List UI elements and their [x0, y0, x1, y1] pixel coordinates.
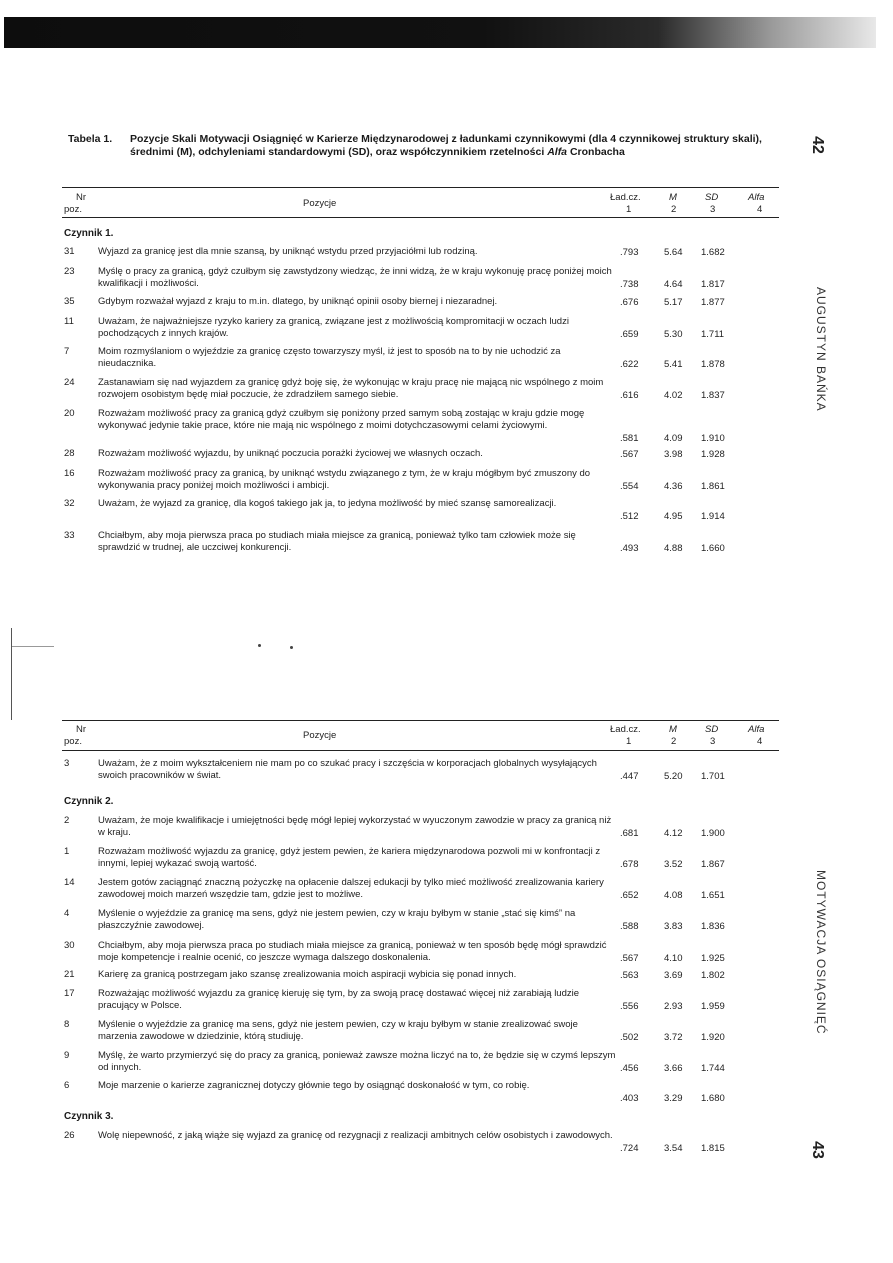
- item-number: 24: [64, 377, 75, 388]
- item-number: 20: [64, 408, 75, 419]
- item-number: 8: [64, 1019, 70, 1030]
- sd-value: 1.861: [701, 480, 725, 492]
- loading-value: .512: [620, 510, 639, 522]
- header-alfa-num: 4: [757, 736, 763, 747]
- mean-value: 4.09: [664, 432, 683, 444]
- sd-value: 1.928: [701, 448, 725, 460]
- item-text: Myślę, że warto przymierzyć się do pracy za granicą, ponieważ zawsze można liczyć na to, że będzie się w czymś lepszym od innych.: [98, 1050, 616, 1073]
- loading-value: .556: [620, 1000, 639, 1012]
- table-row: [64, 908, 779, 932]
- item-text: Rozważam możliwość pracy za granicą gdyż czułbym się poniżony przed samym sobą zostając w kraju gdzie mogę wykonywać jedynie takie prace, które nie mają nic wspólnego z moimi dotychczasowymi celami życiowymi.: [98, 408, 585, 431]
- sd-value: 1.959: [701, 1000, 725, 1012]
- loading-value: .563: [620, 969, 639, 981]
- header-pozycje: Pozycje: [303, 198, 337, 209]
- item-text: Rozważając możliwość wyjazdu za granicę kieruję się tym, by za swoją pracę dostawać więcej niż zarabiają ludzie pracujący w Polsce.: [98, 988, 580, 1011]
- mean-value: 5.20: [664, 770, 683, 782]
- item-text: Chciałbym, aby moja pierwsza praca po studiach miała miejsce za granicą, ponieważ w ten sposób będę mógł sprawdzić moje kompetencje i realnie ocenić, co jeszcze wymaga dalszego doskonalenia.: [98, 940, 607, 963]
- factor-2-heading: Czynnik 2.: [64, 796, 114, 807]
- scan-edge-mark: [11, 628, 12, 720]
- item-text: Chciałbym, aby moja pierwsza praca po studiach miała miejsce za granicą, ponieważ tylko tam człowiek może się sprawdzić w trudnej, ale uczciwej konkurencji.: [98, 530, 576, 553]
- item-text: Wolę niepewność, z jaką wiąże się wyjazd za granicę od rezygnacji z realizacji ambitnych celów osobistych i zawodowych.: [98, 1130, 613, 1141]
- table-row: [64, 346, 779, 370]
- item-text: Uważam, że najważniejsze ryzyko kariery za granicą, związane jest z możliwością kompromitacji w oczach ludzi pochodzących z innych krajów.: [98, 316, 569, 339]
- item-text: Jestem gotów zaciągnąć znaczną pożyczkę na opłacenie dalszej edukacji by tylko mieć możliwość zrealizowania kariery zawodowej moich marzeń wszędzie tam, gdzie jest to możliwe.: [98, 877, 604, 900]
- sd-value: 1.680: [701, 1092, 725, 1104]
- mean-value: 4.02: [664, 389, 683, 401]
- item-text: Uważam, że wyjazd za granicę, dla kogoś takiego jak ja, to jedyna możliwość by mieć szansę samorealizacji.: [98, 498, 557, 509]
- loading-value: .447: [620, 770, 639, 782]
- item-text: Rozważam możliwość wyjazdu, by uniknąć poczucia porażki życiowej we własnych oczach.: [98, 448, 483, 459]
- loading-value: .738: [620, 278, 639, 290]
- loading-value: .652: [620, 889, 639, 901]
- item-number: 11: [64, 316, 74, 327]
- item-number: 9: [64, 1050, 70, 1061]
- header-sd-num: 3: [710, 736, 716, 747]
- loading-value: .681: [620, 827, 639, 839]
- item-text: Uważam, że z moim wykształceniem nie mam po co szukać pracy i szczęścia w korporacjach globalnych wysyłających swoich pracowników w świat.: [98, 758, 597, 781]
- table-row: [64, 815, 779, 839]
- item-text: Rozważam możliwość pracy za granicą, by uniknąć wstydu związanego z tym, że w kraju mógłbym być zmuszony do wykonywania pracy poniżej moich możliwości i ambicji.: [98, 468, 591, 491]
- table-row: [64, 448, 779, 460]
- item-text: Moje marzenie o karierze zagranicznej dotyczy głównie tego by osiągnąć doskonałość w tym, co robię.: [98, 1080, 530, 1091]
- table-rule: [62, 217, 779, 218]
- scan-edge-mark: [12, 646, 54, 647]
- table-row: [64, 266, 779, 290]
- item-number: 31: [64, 246, 75, 257]
- loading-value: .493: [620, 542, 639, 554]
- table-row: [64, 1080, 779, 1104]
- mean-value: 4.08: [664, 889, 683, 901]
- header-m-num: 2: [671, 204, 677, 215]
- item-number: 23: [64, 266, 75, 277]
- table-row: [64, 988, 779, 1012]
- table-row: [64, 246, 779, 258]
- loading-value: .403: [620, 1092, 639, 1104]
- header-lad: Ład.cz.: [610, 192, 641, 203]
- loading-value: .659: [620, 328, 639, 340]
- table-row: [64, 877, 779, 901]
- item-number: 33: [64, 530, 75, 541]
- factor-1-heading: Czynnik 1.: [64, 228, 114, 239]
- table-row: [64, 530, 779, 554]
- sd-value: 1.660: [701, 542, 725, 554]
- mean-value: 5.41: [664, 358, 683, 370]
- table-row: [64, 940, 779, 964]
- item-number: 30: [64, 940, 75, 951]
- factor-3-heading: Czynnik 3.: [64, 1111, 114, 1122]
- item-number: 35: [64, 296, 75, 307]
- header-lad: Ład.cz.: [610, 724, 641, 735]
- header-m: M: [669, 724, 677, 735]
- loading-value: .724: [620, 1142, 639, 1154]
- sd-value: 1.877: [701, 296, 725, 308]
- header-alfa: Alfa: [748, 192, 765, 203]
- loading-value: .676: [620, 296, 639, 308]
- mean-value: 3.54: [664, 1142, 683, 1154]
- item-text: Myślenie o wyjeździe za granicę ma sens, gdyż nie jestem pewien, czy w kraju byłbym w stanie zrealizować swoje marzenia zawodowe w dziedzinie, którą studiuję.: [98, 1019, 578, 1042]
- mean-value: 3.52: [664, 858, 683, 870]
- item-text: Moim rozmyślaniom o wyjeździe za granicę często towarzyszy myśl, iż jest to sposób na to by nie uchodzić za nieudacznika.: [98, 346, 561, 369]
- item-number: 17: [64, 988, 75, 999]
- sd-value: 1.914: [701, 510, 725, 522]
- sd-value: 1.744: [701, 1062, 725, 1074]
- header-alfa-num: 4: [757, 204, 763, 215]
- item-number: 28: [64, 448, 75, 459]
- caption-text: Pozycje Skali Motywacji Osiągnięć w Karierze Międzynarodowej z ładunkami czynnikowymi (dla 4 czynnikowej struktury skali), średnimi (M), odchyleniami standardowymi (SD), oraz współczynnikiem rzetelności Alfa Cronbacha: [130, 133, 762, 158]
- mean-value: 4.88: [664, 542, 683, 554]
- caption-label: Tabela 1.: [68, 133, 113, 145]
- header-m-num: 2: [671, 736, 677, 747]
- mean-value: 4.12: [664, 827, 683, 839]
- mean-value: 2.93: [664, 1000, 683, 1012]
- table-row: [64, 316, 779, 340]
- item-text: Myślę o pracy za granicą, gdyż czułbym się zawstydzony wiedząc, że inni widzą, że w kraju wykonuję pracę poniżej moich kwalifikacji i możliwości.: [98, 266, 612, 289]
- item-text: Wyjazd za granicę jest dla mnie szansą, by uniknąć wstydu przed przyjaciółmi lub rodziną.: [98, 246, 478, 257]
- sd-value: 1.910: [701, 432, 725, 444]
- mean-value: 5.17: [664, 296, 683, 308]
- sd-value: 1.682: [701, 246, 725, 258]
- table-row: [64, 1019, 779, 1043]
- scan-speck: [258, 644, 261, 647]
- header-m: M: [669, 192, 677, 203]
- scan-top-bar: [4, 17, 876, 48]
- item-number: 1: [64, 846, 70, 857]
- item-number: 26: [64, 1130, 75, 1141]
- mean-value: 3.29: [664, 1092, 683, 1104]
- item-number: 32: [64, 498, 75, 509]
- header-poz: poz.: [64, 736, 82, 747]
- sd-value: 1.815: [701, 1142, 725, 1154]
- loading-value: .581: [620, 432, 639, 444]
- table-row: [64, 468, 779, 492]
- item-text: Zastanawiam się nad wyjazdem za granicę gdyż boję się, że wykonując w kraju pracę nie mającą nic wspólnego z moim rozwojem osobistym będę miał poczucie, że zdradziłem samego siebie.: [98, 377, 604, 400]
- table-row: [64, 408, 779, 444]
- sd-value: 1.900: [701, 827, 725, 839]
- table-rule: [62, 750, 779, 751]
- sd-value: 1.837: [701, 389, 725, 401]
- running-head-title: MOTYWACJA OSIĄGNIĘĆ: [814, 870, 828, 1035]
- page-number-top: 42: [808, 136, 826, 154]
- mean-value: 3.98: [664, 448, 683, 460]
- header-sd-num: 3: [710, 204, 716, 215]
- header-lad-num: 1: [626, 736, 632, 747]
- item-number: 21: [64, 969, 75, 980]
- header-pozycje: Pozycje: [303, 730, 337, 741]
- sd-value: 1.867: [701, 858, 725, 870]
- table-row: [64, 758, 779, 782]
- loading-value: .567: [620, 448, 639, 460]
- header-alfa: Alfa: [748, 724, 765, 735]
- header-lad-num: 1: [626, 204, 632, 215]
- mean-value: 4.95: [664, 510, 683, 522]
- mean-value: 4.36: [664, 480, 683, 492]
- item-number: 16: [64, 468, 75, 479]
- loading-value: .554: [620, 480, 639, 492]
- item-number: 4: [64, 908, 70, 919]
- table-row: [64, 846, 779, 870]
- mean-value: 3.66: [664, 1062, 683, 1074]
- header-sd: SD: [705, 724, 719, 735]
- header-poz: poz.: [64, 204, 82, 215]
- scan-speck: [290, 646, 293, 649]
- loading-value: .622: [620, 358, 639, 370]
- header-nr: Nr: [76, 192, 87, 203]
- mean-value: 5.64: [664, 246, 683, 258]
- table-row: [64, 1130, 779, 1154]
- item-number: 6: [64, 1080, 70, 1091]
- item-text: Karierę za granicą postrzegam jako szansę zrealizowania moich aspiracji wybicia się ponad innych.: [98, 969, 517, 980]
- loading-value: .567: [620, 952, 639, 964]
- loading-value: .616: [620, 389, 639, 401]
- loading-value: .793: [620, 246, 639, 258]
- header-nr: Nr: [76, 724, 87, 735]
- table-rule: [62, 720, 779, 721]
- mean-value: 3.83: [664, 920, 683, 932]
- sd-value: 1.920: [701, 1031, 725, 1043]
- table-row: [64, 969, 779, 981]
- sd-value: 1.925: [701, 952, 725, 964]
- page-number-bottom: 43: [808, 1141, 826, 1159]
- sd-value: 1.701: [701, 770, 725, 782]
- table-row: [64, 1050, 779, 1074]
- table-row: [64, 296, 779, 308]
- item-text: Myślenie o wyjeździe za granicę ma sens, gdyż nie jestem pewien, czy w kraju byłbym w stanie „stać się kimś” na płaszczyźnie zawodowej.: [98, 908, 576, 931]
- item-number: 2: [64, 815, 70, 826]
- mean-value: 3.69: [664, 969, 683, 981]
- mean-value: 4.64: [664, 278, 683, 290]
- loading-value: .456: [620, 1062, 639, 1074]
- sd-value: 1.711: [701, 328, 725, 340]
- running-head-author: AUGUSTYN BAŃKA: [814, 287, 828, 412]
- loading-value: .678: [620, 858, 639, 870]
- sd-value: 1.878: [701, 358, 725, 370]
- table-caption: [68, 133, 778, 159]
- table-row: [64, 498, 779, 522]
- mean-value: 4.10: [664, 952, 683, 964]
- table-rule: [62, 187, 779, 188]
- loading-value: .502: [620, 1031, 639, 1043]
- item-text: Gdybym rozważał wyjazd z kraju to m.in. dlatego, by uniknąć opinii osoby biernej i niezaradnej.: [98, 296, 498, 307]
- sd-value: 1.817: [701, 278, 725, 290]
- loading-value: .588: [620, 920, 639, 932]
- item-number: 3: [64, 758, 70, 769]
- item-number: 14: [64, 877, 75, 888]
- sd-value: 1.651: [701, 889, 725, 901]
- item-number: 7: [64, 346, 70, 357]
- item-text: Rozważam możliwość wyjazdu za granicę, gdyż jestem pewien, że kariera międzynarodowa pozwoli mi w konfrontacji z innymi, lepiej wykazać swoją wartość.: [98, 846, 601, 869]
- header-sd: SD: [705, 192, 719, 203]
- sd-value: 1.836: [701, 920, 725, 932]
- item-text: Uważam, że moje kwalifikacje i umiejętności będę mógł lepiej wykorzystać w wyuczonym zawodzie w pracy za granicą niż w kraju.: [98, 815, 612, 838]
- sd-value: 1.802: [701, 969, 725, 981]
- mean-value: 5.30: [664, 328, 683, 340]
- table-row: [64, 377, 779, 401]
- mean-value: 3.72: [664, 1031, 683, 1043]
